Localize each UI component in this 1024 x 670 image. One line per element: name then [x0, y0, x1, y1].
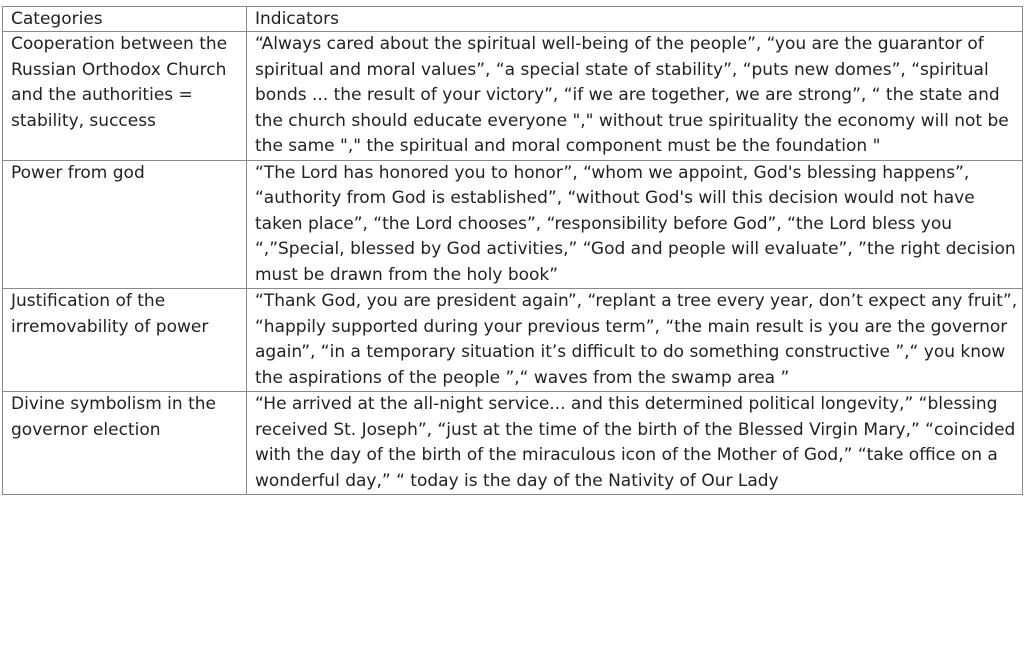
table-row [3, 160, 1023, 289]
indicators-cell: “He arrived at the all-night service... and this determined political longevity,” “blessing received St. Joseph”, “just at the time of the birth of the Blessed Virgin Mary,” “coincided with the day of the birth of the miraculous icon of the Mother of God,” “take office on a wonderful day,” “ today is the day of the Nativity of Our Lady [247, 392, 1023, 495]
header-row [3, 7, 1023, 32]
category-cell: Divine symbolism in the governor election [3, 392, 247, 495]
category-cell: Cooperation between the Russian Orthodox Church and the authorities = stability, success [3, 32, 247, 161]
table-row [3, 392, 1023, 495]
table-row [3, 289, 1023, 392]
indicators-cell: “The Lord has honored you to honor”, “whom we appoint, God's blessing happens”, “authority from God is established”, “without God's will this decision would not have taken place”, “the Lord chooses”, “responsibility before God”, “the Lord bless you “,”Special, blessed by God activities,” “God and people will evaluate”, ”the right decision must be drawn from the holy book” [247, 160, 1023, 289]
indicators-cell: “Thank God, you are president again”, “replant a tree every year, don’t expect any fruit”, “happily supported during your previous term”, “the main result is you are the governor again”, “in a temporary situation it’s difficult to do something constructive ”,“ you know the aspirations of the people ”,“ waves from the swamp area ” [247, 289, 1023, 392]
category-cell: Power from god [3, 160, 247, 289]
category-cell: Justification of the irremovability of power [3, 289, 247, 392]
header-categories: Categories [3, 7, 247, 32]
header-indicators: Indicators [247, 7, 1023, 32]
table-row [3, 32, 1023, 161]
indicators-cell: “Always cared about the spiritual well-being of the people”, “you are the guarantor of spiritual and moral values”, “a special state of stability”, “puts new domes”, “spiritual bonds ... the result of your victory”, “if we are together, we are strong”, “ the state and the church should educate everyone "," without true spirituality the economy will not be the same "," the spiritual and moral component must be the foundation " [247, 32, 1023, 161]
categories-indicators-table [2, 6, 1023, 495]
